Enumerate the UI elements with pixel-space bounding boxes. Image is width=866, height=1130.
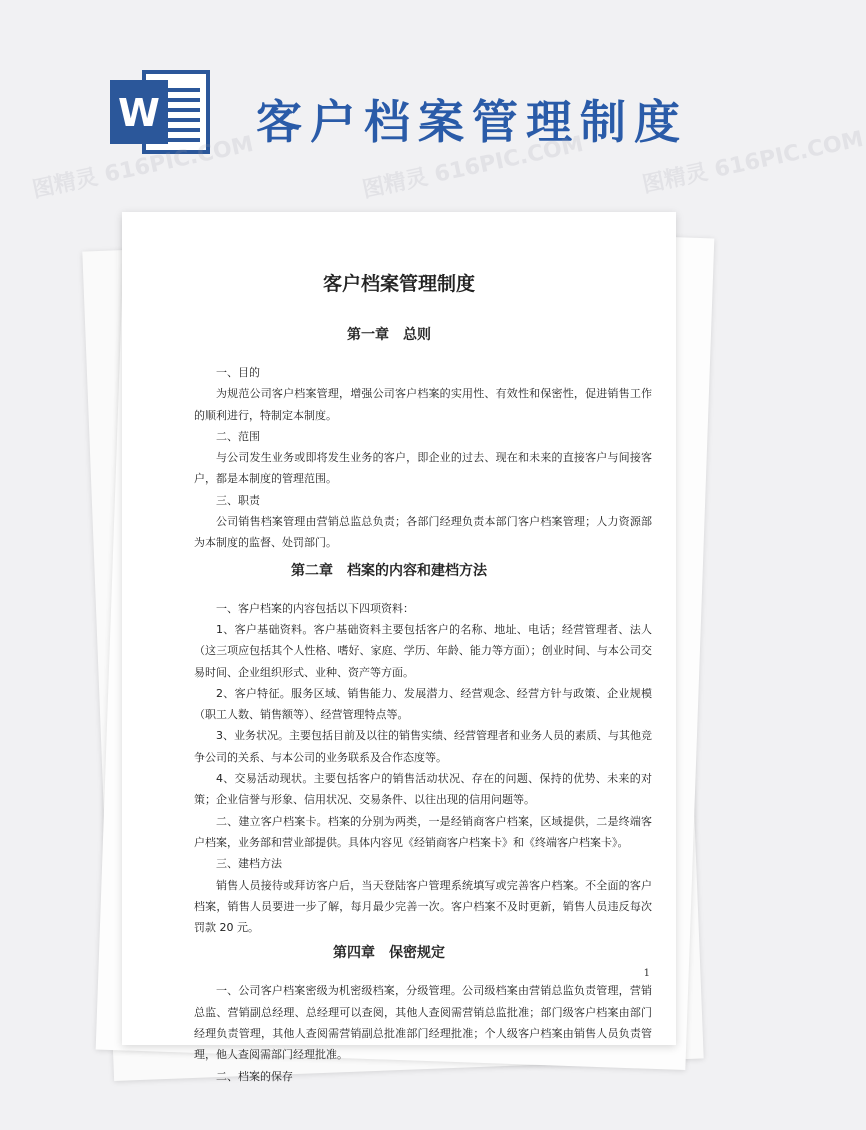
banner-title: 客户档案管理制度 <box>256 95 688 149</box>
paragraph: 一、公司客户档案密级为机密级档案，分级管理。公司级档案由营销总监负责管理，营销总监、营销副总经理、总经理可以查阅，其他人查阅需营销总监批准；部门级客户档案由部门经理负责管理，其他人查阅需营销副总批准部门经理批准；个人级客户档案由销售人员负责管理，他人查阅需部门经理批准。 <box>194 984 652 1062</box>
document-body <box>194 324 652 1087</box>
section-heading: 一、目的 <box>216 366 260 379</box>
chapter-heading: 第二章 档案的内容和建档方法 <box>291 562 487 579</box>
watermark: 图精灵 616PIC.COM <box>360 131 586 204</box>
paragraph: 4、交易活动现状。主要包括客户的销售活动状况、存在的问题、保持的优势、未来的对策；企业信誉与形象、信用状况、交易条件、以往出现的信用问题等。 <box>194 772 652 807</box>
paragraph: 销售人员接待或拜访客户后，当天登陆客户管理系统填写或完善客户档案。不全面的客户档案，销售人员要进一步了解，每月最少完善一次。客户档案不及时更新，销售人员违反每次罚款 20 元。 <box>194 878 652 935</box>
word-logo-icon <box>108 68 212 156</box>
paragraph: 3、业务状况。主要包括目前及以往的销售实绩、经营管理者和业务人员的素质、与其他竞争公司的关系、与本公司的业务联系及合作态度等。 <box>194 729 652 764</box>
paragraph: 2、客户特征。服务区域、销售能力、发展潜力、经营观念、经营方针与政策、企业规模（职工人数、销售额等）、经营管理特点等。 <box>194 686 652 722</box>
chapter-heading: 第四章 保密规定 <box>333 945 445 962</box>
document-title: 客户档案管理制度 <box>322 273 475 295</box>
watermark: 图精灵 616PIC.COM <box>640 126 866 199</box>
paragraph: 一、客户档案的内容包括以下四项资料： <box>216 601 414 615</box>
section-heading: 三、职责 <box>216 493 260 507</box>
section-heading: 三、建档方法 <box>216 857 282 871</box>
paragraph: 与公司发生业务或即将发生业务的客户，即企业的过去、现在和未来的直接客户与间接客户，都是本制度的管理范围。 <box>194 451 652 486</box>
section-heading: 二、范围 <box>216 429 260 443</box>
page-number: 1 <box>643 968 650 979</box>
paragraph: 为规范公司客户档案管理，增强公司客户档案的实用性、有效性和保密性，促进销售工作的顺利进行，特制定本制度。 <box>194 387 652 422</box>
watermark: 图精灵 616PIC.COM <box>30 131 256 204</box>
paragraph: 1、客户基础资料。客户基础资料主要包括客户的名称、地址、电话；经营管理者、法人（这三项应包括其个人性格、嗜好、家庭、学历、年龄、能力等方面）；创业时间、与本公司交易时间、企业组织形式、业种、资产等方面。 <box>194 622 652 679</box>
section-heading: 二、档案的保存 <box>216 1069 293 1083</box>
header <box>0 0 800 200</box>
chapter-heading: 第一章 总则 <box>347 327 431 343</box>
document-page <box>122 212 676 1083</box>
logo-letter: W <box>118 91 160 135</box>
paragraph: 公司销售档案管理由营销总监总负责；各部门经理负责本部门客户档案管理；人力资源部为本制度的监督、处罚部门。 <box>194 515 652 550</box>
paragraph: 二、建立客户档案卡。档案的分别为两类，一是经销商客户档案，区域提供，二是终端客户档案，业务部和营业部提供。具体内容见《经销商客户档案卡》和《终端客户档案卡》。 <box>194 814 652 849</box>
